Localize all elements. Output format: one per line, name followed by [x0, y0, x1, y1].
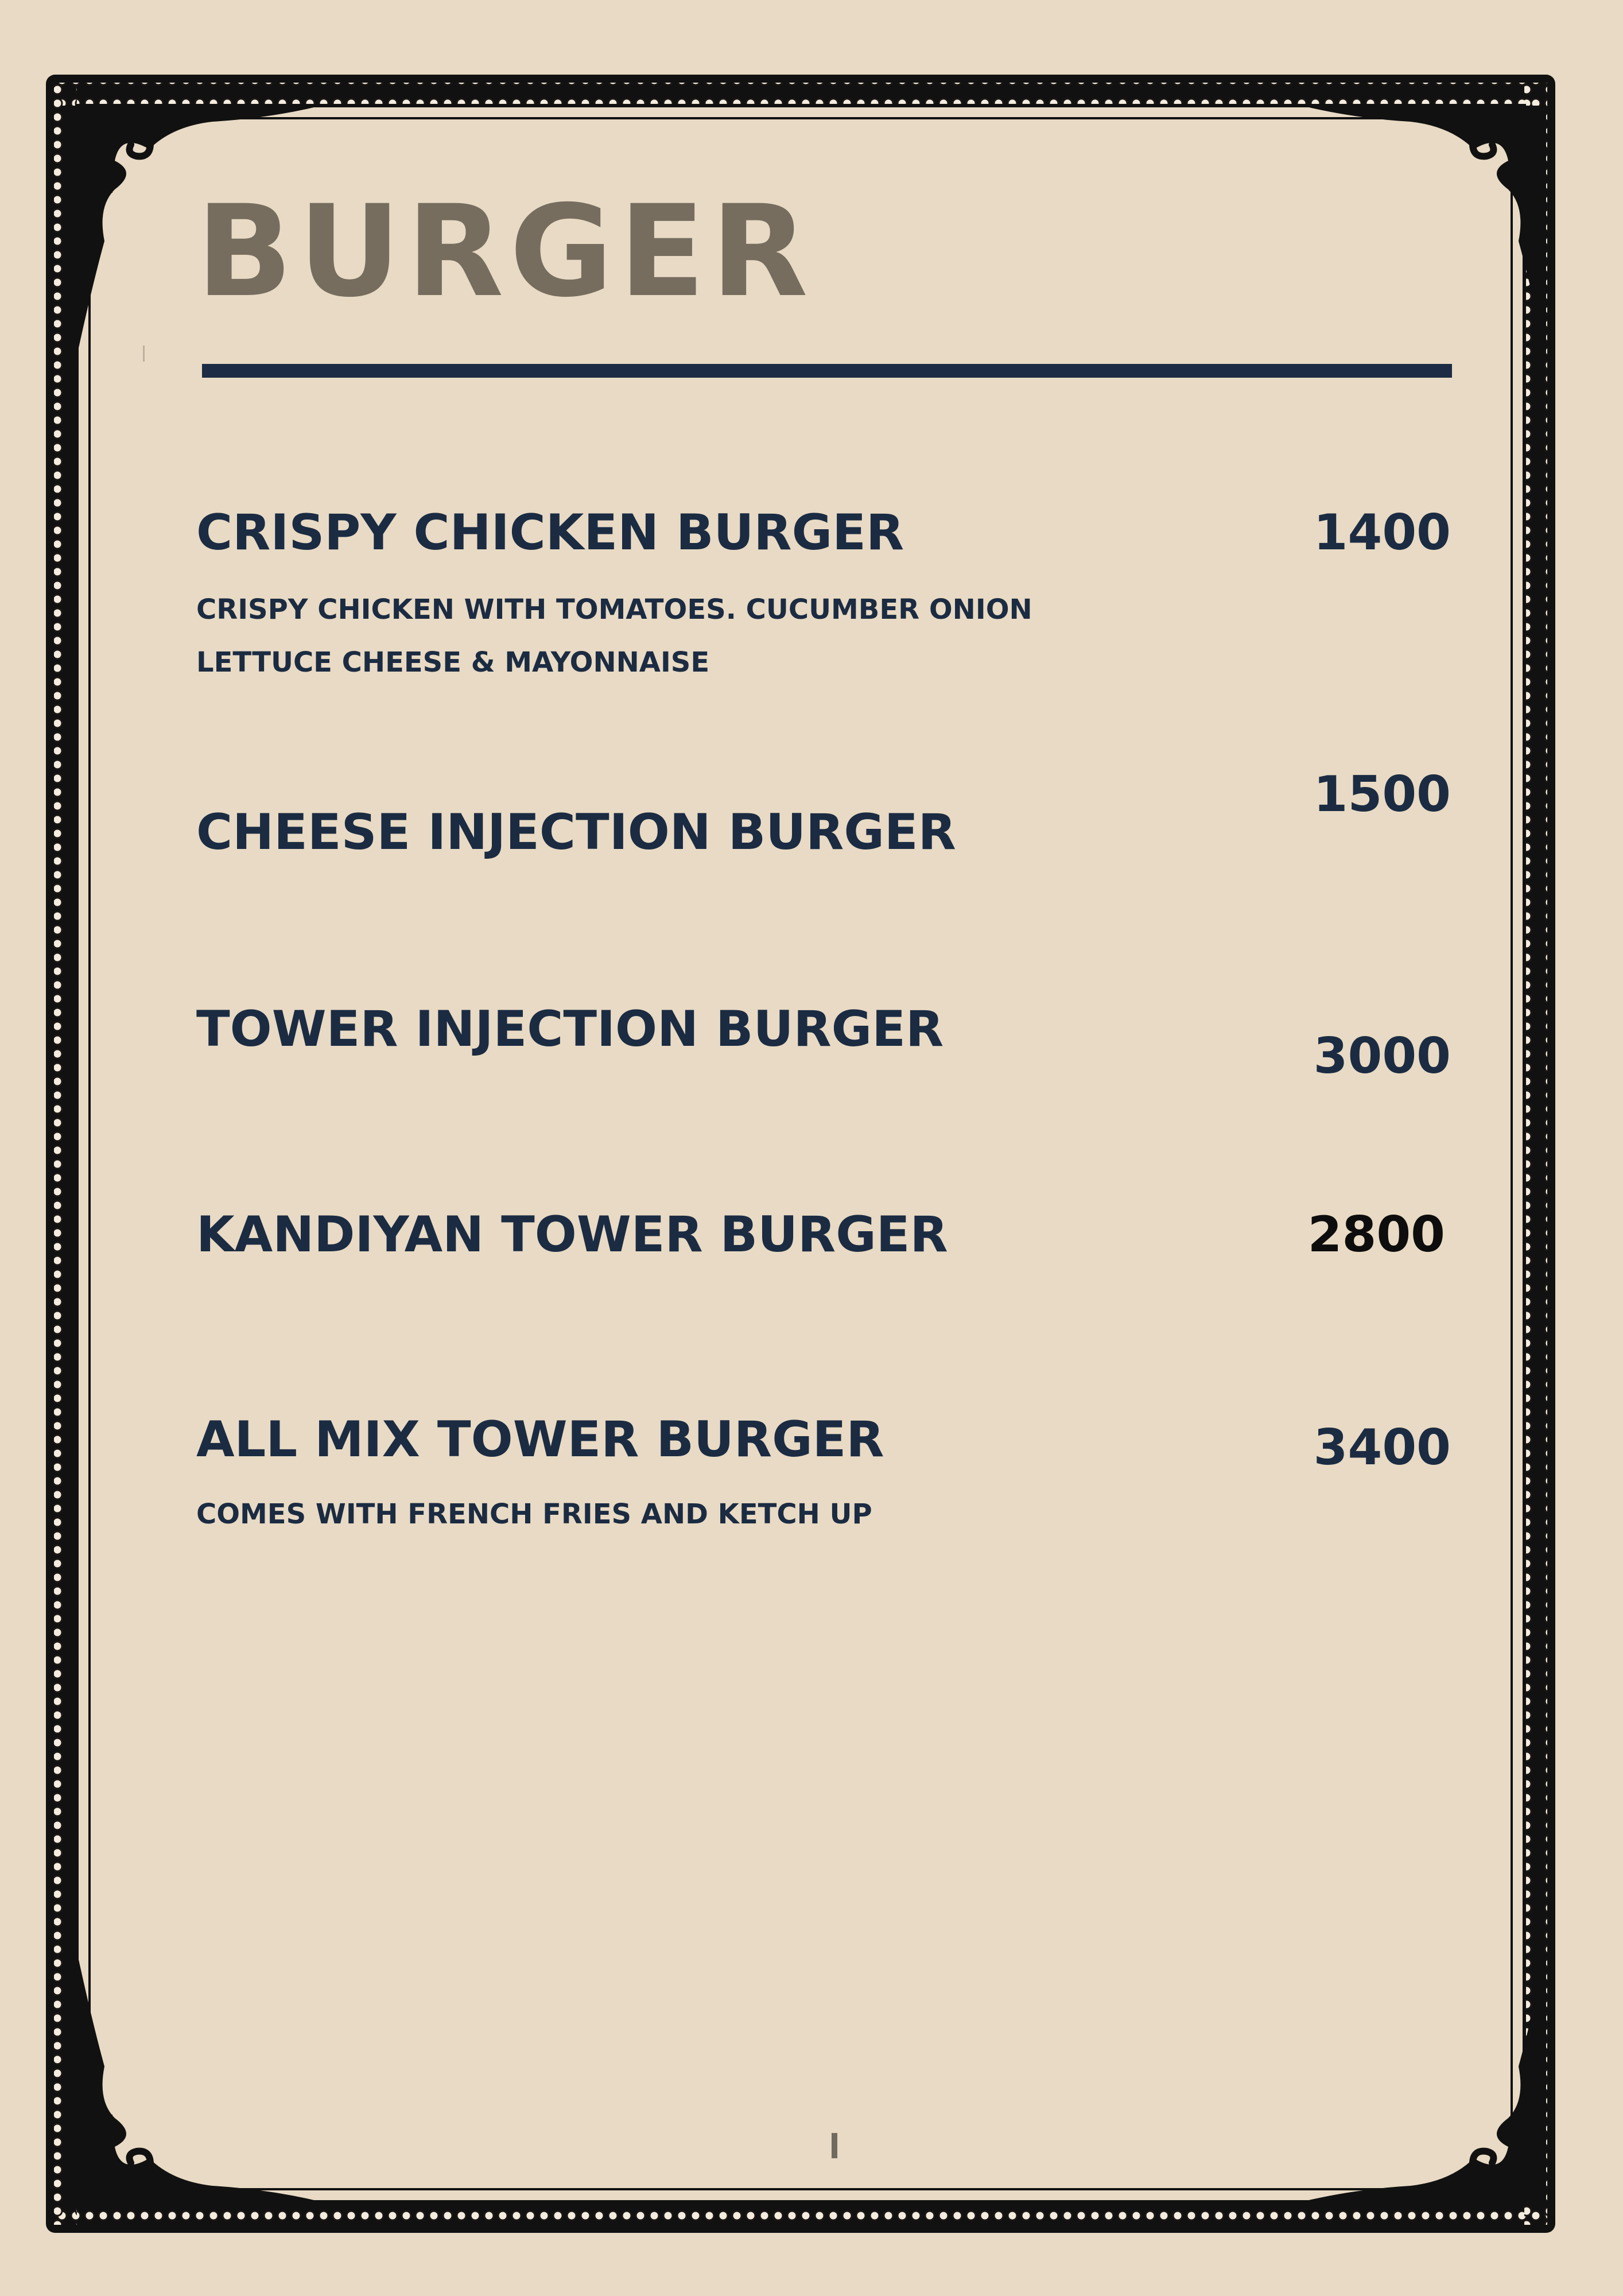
menu-item-name: CRISPY CHICKEN BURGER	[196, 504, 904, 561]
menu-item-description: COMES WITH FRENCH FRIES AND KETCH UP	[196, 1498, 872, 1530]
menu-item-name: KANDIYAN TOWER BURGER	[196, 1206, 948, 1263]
menu-item-price: 1400	[1313, 504, 1451, 561]
menu-item-price: 1500	[1313, 766, 1451, 823]
menu-title: BURGER	[196, 178, 814, 325]
menu-item-price: 2800	[1307, 1206, 1445, 1263]
menu-item-name: ALL MIX TOWER BURGER	[196, 1411, 884, 1468]
menu-item-description: CRISPY CHICKEN WITH TOMATOES. CUCUMBER ONION LETTUCE CHEESE & MAYONNAISE	[196, 594, 1032, 678]
menu-item-price: 3000	[1313, 1027, 1451, 1085]
menu-item-name: CHEESE INJECTION BURGER	[196, 804, 956, 861]
divider-tick	[143, 346, 145, 362]
menu-item-name: TOWER INJECTION BURGER	[196, 1000, 944, 1058]
title-divider	[202, 364, 1452, 378]
menu-item-price: 3400	[1313, 1419, 1451, 1476]
page-marker	[832, 2133, 837, 2158]
